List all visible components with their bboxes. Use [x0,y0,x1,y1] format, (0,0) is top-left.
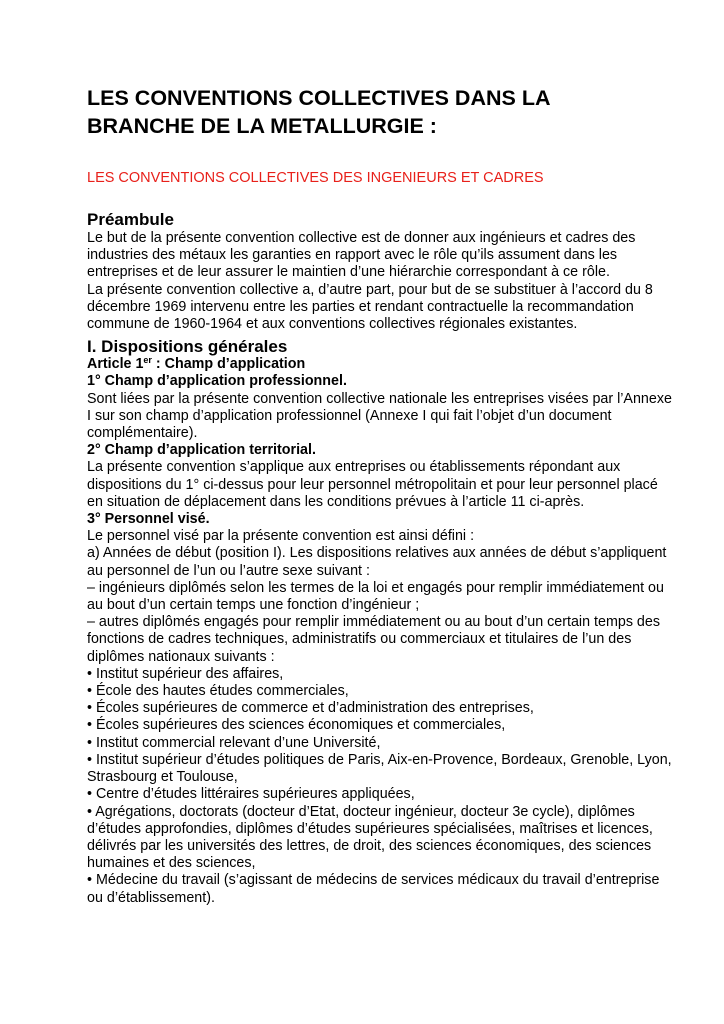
subsection-heading: 1° Champ d’application professionnel. [87,373,347,390]
document-title: LES CONVENTIONS COLLECTIVES DANS LA BRANCHE DE LA METALLURGIE : [87,86,550,138]
document-subtitle: LES CONVENTIONS COLLECTIVES DES INGENIEURS ET CADRES [87,170,544,186]
personnel-line: a) Années de début (position I). Les dispositions relatives aux années de début s’appliquent au personnel de l’un ou l’autre sexe suivant : [87,545,667,579]
article-superscript: er [143,355,152,366]
personnel-line: – autres diplômés engagés pour remplir immédiatement ou au bout d’un certain temps des fonctions de cadres techniques, administratifs ou commerciaux et titulaires de l’un des diplômes nationaux suivants : [87,614,660,665]
article-heading [87,356,677,373]
diploma-list-item: • Institut supérieur d’études politiques de Paris, Aix-en-Provence, Bordeaux, Grenoble, Lyon, Strasbourg et Toulouse, [87,751,672,786]
personnel-line: Le personnel visé par la présente convention est ainsi défini : [87,528,475,545]
diploma-list-item: • Agrégations, doctorats (docteur d’Etat, docteur ingénieur, docteur 3e cycle), diplômes d’études approfondies, diplômes d’études supérieures spécialisées, maîtrises et licences, délivrés par les universités des lettres, de droit, des sciences économiques, des sciences humaines et des sciences, [87,803,653,872]
preamble-heading: Préambule [87,210,174,229]
personnel-line: – ingénieurs diplômés selon les termes de la loi et engagés pour remplir immédiatement ou au bout d’un certain temps une fonction d’ingénieur ; [87,579,664,614]
document-body [87,84,677,907]
article-prefix: Article 1 [87,356,144,373]
subsection-heading: 3° Personnel visé. [87,511,210,528]
subsection-text: La présente convention s’applique aux entreprises ou établissements répondant aux dispositions du 1° ci-dessus pour leur personnel métropolitain et pour leur personnel placé en situation de déplacement dans les conditions prévues à l’article 11 ci-après. [87,459,658,510]
diploma-list-item: • Écoles supérieures de commerce et d’administration des entreprises, [87,700,534,717]
preamble-paragraph: Le but de la présente convention collective est de donner aux ingénieurs et cadres des industries des métaux les garanties en rapport avec le rôle qu’ils assument dans les entreprises et de leur assurer le maintien d’une hiérarchie correspondant à ce rôle. [87,230,636,281]
diploma-list-item: • Centre d’études littéraires supérieures appliquées, [87,786,415,803]
diploma-list-item: • Institut supérieur des affaires, [87,665,284,682]
preamble-paragraph: La présente convention collective a, d’autre part, pour but de se substituer à l’accord du 8 décembre 1969 intervenu entre les parties et rendant contractuelle la recommandation commune de 1960-1964 et aux conventions collectives régionales existantes. [87,281,653,333]
section-heading: I. Dispositions générales [87,337,288,357]
diploma-list-item: • Institut commercial relevant d’une Université, [87,734,381,751]
subsection-text: Sont liées par la présente convention collective nationale les entreprises visées par l’Annexe I sur son champ d’application professionnel (Annexe I qui fait l’objet d’un document complémentaire). [87,390,672,442]
article-suffix: : Champ d’application [151,356,306,373]
diploma-list-item: • École des hautes études commerciales, [87,683,349,700]
subsection-heading: 2° Champ d’application territorial. [87,442,316,459]
diploma-list-item: • Écoles supérieures des sciences économiques et commerciales, [87,717,506,734]
diploma-list-item: • Médecine du travail (s’agissant de médecins de services médicaux du travail d’entreprise ou d’établissement). [87,872,660,906]
